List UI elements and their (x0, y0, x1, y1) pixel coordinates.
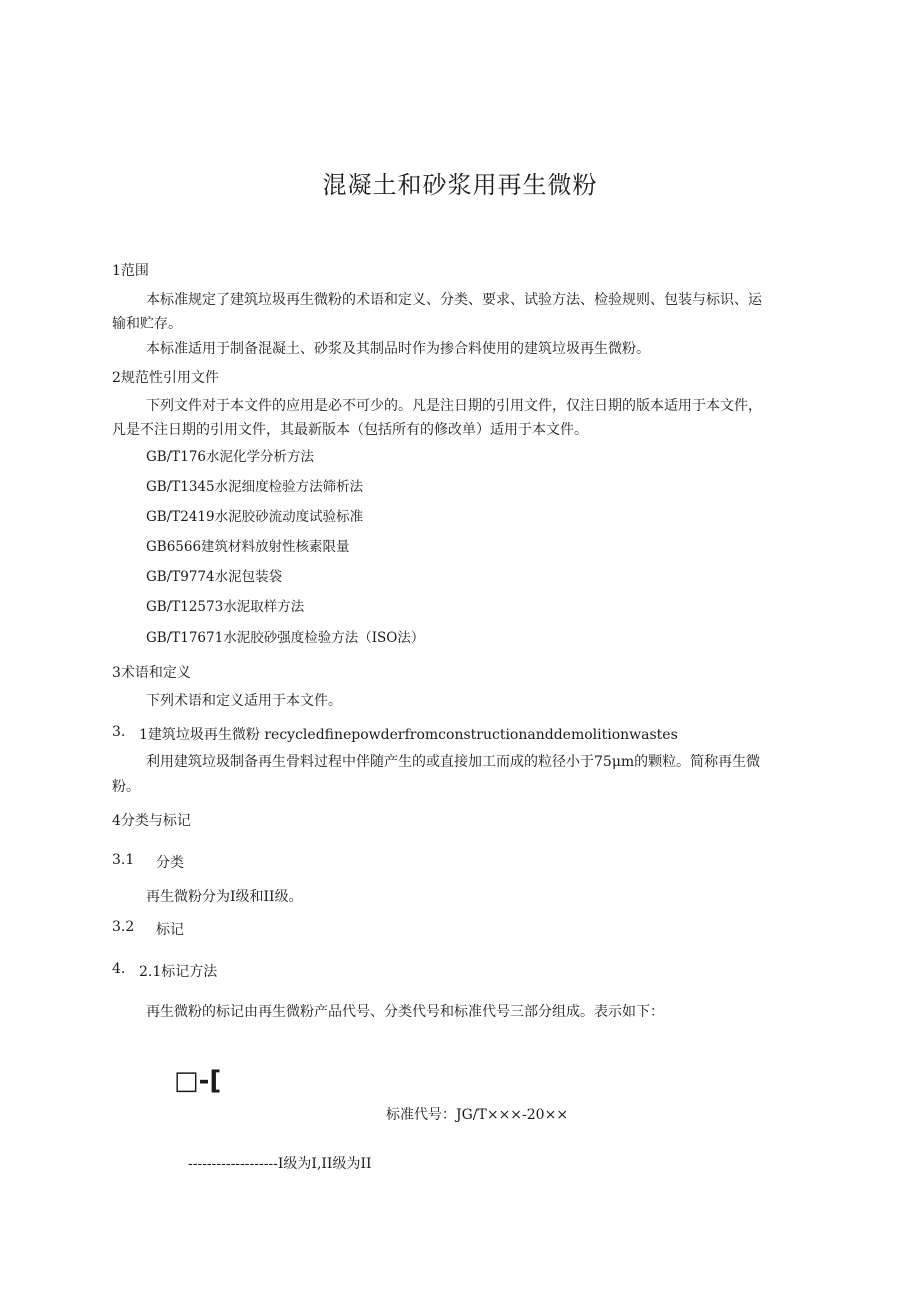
section-1-heading: 1范围 (112, 263, 149, 279)
section-3-heading: 3术语和定义 (112, 665, 191, 681)
clause-3-1-definition-line-2: 粉。 (112, 779, 140, 795)
reference-item: GB/T2419水泥胶砂流动度试验标准 (146, 509, 364, 525)
section-4-heading: 4分类与标记 (112, 813, 191, 829)
clause-4-2-number: 3.2 (112, 919, 135, 935)
clause-4-1-number: 3.1 (112, 852, 135, 868)
section-2-heading: 2规范性引用文件 (112, 370, 219, 386)
reference-item: GB/T9774水泥包装袋 (146, 569, 283, 585)
reference-item: GB/T12573水泥取样方法 (146, 599, 305, 615)
document-title: 混凝土和砂浆用再生微粉 (322, 171, 598, 199)
reference-item: GB/T1345水泥细度检验方法筛析法 (146, 479, 364, 495)
clause-4-1-text: 再生微粉分为I级和II级。 (146, 889, 303, 905)
clause-4-2-label: 标记 (156, 922, 184, 938)
clause-3-1-term: 1建筑垃圾再生微粉 recycledfinepowderfromconstructionanddemolitionwastes (139, 727, 678, 743)
reference-item: GB/T17671水泥胶砂强度检验方法（ISO法） (146, 630, 425, 646)
clause-4-2-1-number: 4. (112, 961, 126, 977)
section-2-paragraph-line-2: 凡是不注日期的引用文件，其最新版本（包括所有的修改单）适用于本文件。 (112, 422, 588, 438)
marking-symbol: □-[ (174, 1066, 222, 1096)
clause-3-1-definition-line-1: 利用建筑垃圾制备再生骨料过程中伴随产生的或直接加工而成的粒径小于75μm的颗粒。简称再生微 (146, 754, 761, 770)
clause-3-1-number: 3. (112, 724, 126, 740)
section-1-paragraph-1-line-2: 输和贮存。 (112, 316, 182, 332)
grade-code-line: -------------------I级为I,II级为II (188, 1156, 372, 1172)
standard-code-label: 标准代号：JG/T×××-20×× (386, 1107, 569, 1123)
section-2-paragraph-line-1: 下列文件对于本文件的应用是必不可少的。凡是注日期的引用文件，仅注日期的版本适用于本文件， (146, 398, 762, 414)
clause-4-2-1-label: 2.1标记方法 (139, 964, 218, 980)
section-3-paragraph: 下列术语和定义适用于本文件。 (146, 693, 342, 709)
section-1-paragraph-1-line-1: 本标准规定了建筑垃圾再生微粉的术语和定义、分类、要求、试验方法、检验规则、包装与标识、运 (146, 292, 762, 308)
clause-4-2-1-text: 再生微粉的标记由再生微粉产品代号、分类代号和标准代号三部分组成。表示如下： (146, 1004, 664, 1020)
section-1-paragraph-2: 本标准适用于制备混凝土、砂浆及其制品时作为掺合料使用的建筑垃圾再生微粉。 (146, 341, 650, 357)
reference-item: GB6566建筑材料放射性核素限量 (146, 539, 350, 555)
reference-item: GB/T176水泥化学分析方法 (146, 449, 315, 465)
clause-4-1-label: 分类 (156, 855, 184, 871)
